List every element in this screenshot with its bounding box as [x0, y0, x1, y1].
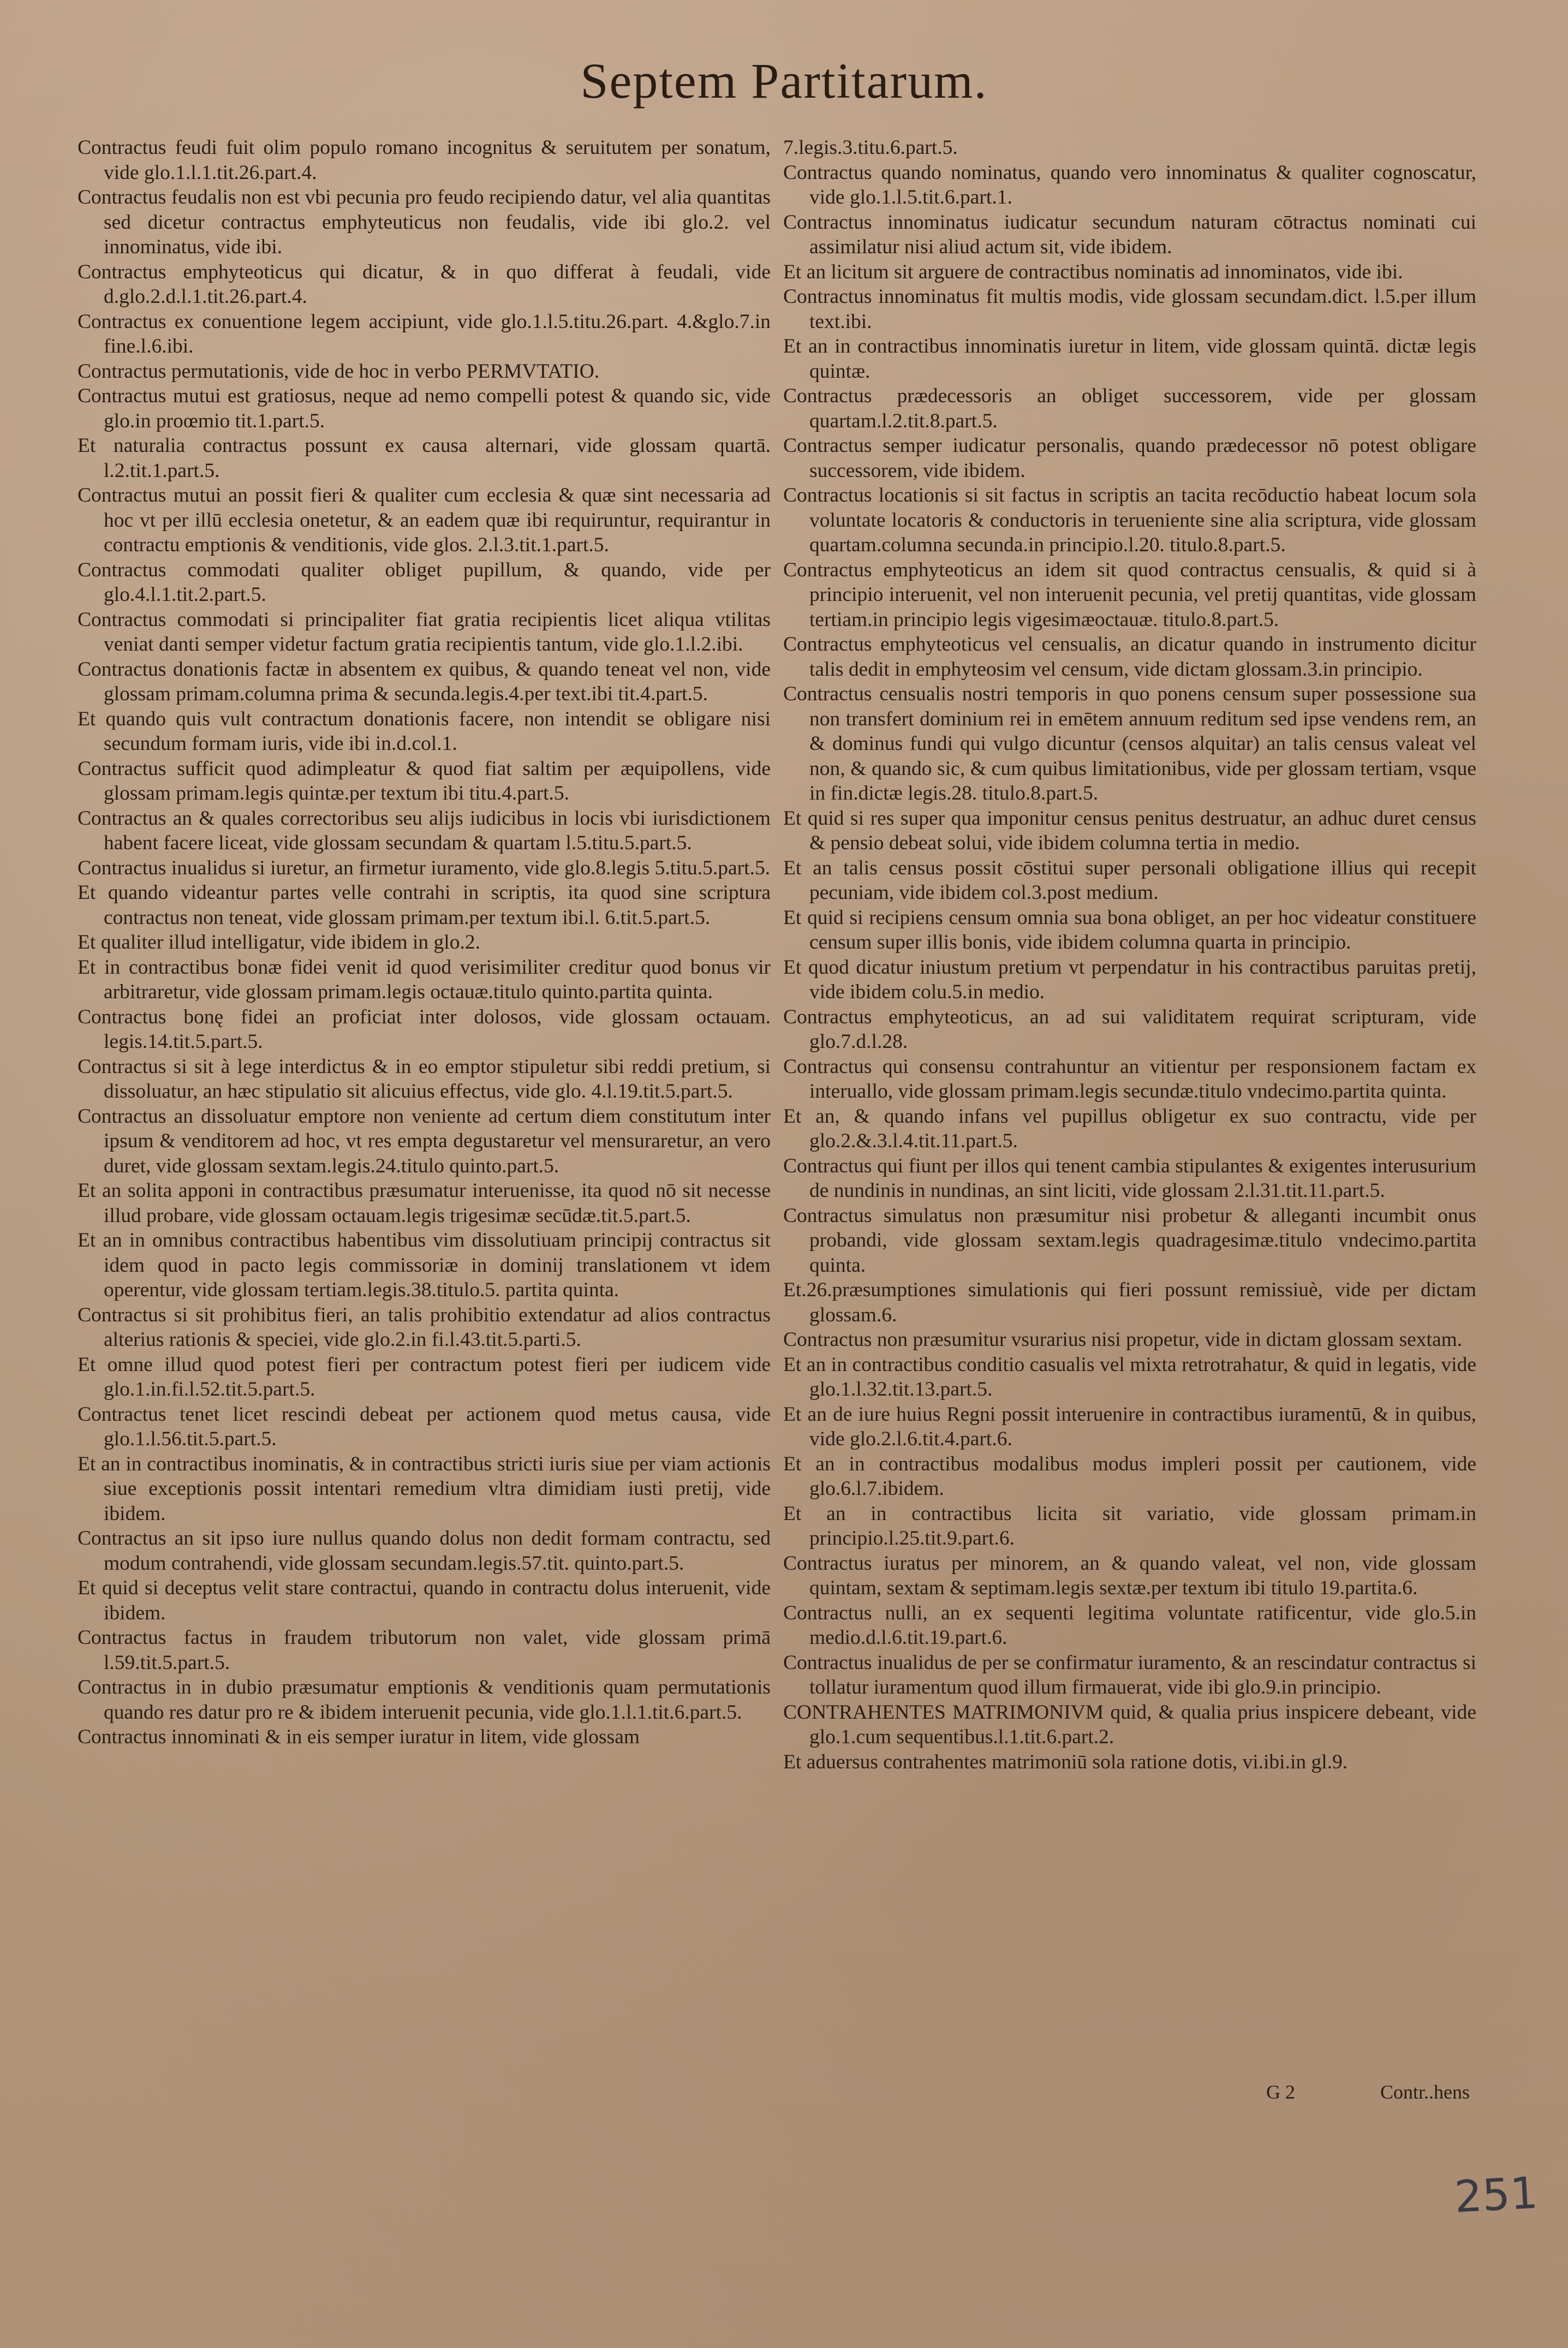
index-entry: Contractus prædecessoris an obliget successorem, vide per glossam quartam.l.2.tit.8.part.5. — [783, 385, 1476, 432]
index-entry: Et aduersus contrahentes matrimoniū sola ratione dotis, vi.ibi.in gl.9. — [783, 1750, 1348, 1773]
index-entry: Contractus simulatus non præsumitur nisi probetur & alleganti incumbit onus probandi, vide glossam sextam.legis quadragesimæ.titulo vndecimo.partita quinta. — [783, 1204, 1476, 1277]
index-entry: Contractus tenet licet rescindi debeat per actionem quod metus causa, vide glo.1.l.56.tit.5.part.5. — [77, 1403, 771, 1450]
index-entry: Et an in contractibus innominatis iuretur in litem, vide glossam quintā. dictæ legis quintæ. — [783, 335, 1476, 383]
index-entry: Et an licitum sit arguere de contractibus nominatis ad innominatos, vide ibi. — [783, 260, 1403, 283]
index-entry: Contractus mutui est gratiosus, neque ad nemo compelli potest & quando sic, vide glo.in proœmio tit.1.part.5. — [77, 385, 771, 432]
index-entry: Contractus qui consensu contrahuntur an vitientur per responsionem factam ex interuallo, vide glossam primam.legis secundæ.titulo vndecimo.partita quinta. — [783, 1055, 1476, 1103]
page-footer — [1266, 2081, 1470, 2103]
index-entry: Contractus emphyteoticus an idem sit quod contractus censualis, & quid si à principio interuenit, vel non interuenit pecunia, vel pretij quantitas, vide glossam tertiam.in principio legis vigesimæoctauæ. titulo.8.part.5. — [783, 558, 1476, 631]
index-entry: Contractus inualidus si iuretur, an firmetur iuramento, vide glo.8.legis 5.titu.5.part.5. — [77, 856, 771, 879]
index-entry: Contractus permutationis, vide de hoc in verbo PERMVTATIO. — [77, 360, 600, 383]
handwritten-page-number: 251 — [1453, 2167, 1540, 2222]
signature-mark: G 2 — [1266, 2081, 1295, 2103]
index-entry: Et an de iure huius Regni possit interuenire in contractibus iuramentū, & in quibus, vide glo.2.l.6.tit.4.part.6. — [783, 1403, 1476, 1450]
index-entry: Et an in contractibus inominatis, & in contractibus stricti iuris siue per viam actionis siue exceptionis possit intentari remedium vltra dimidiam iusti pretij, vide ibidem. — [77, 1452, 771, 1525]
right-column — [783, 135, 1476, 1774]
index-entry: Et an in contractibus modalibus modus impleri possit per cautionem, vide glo.6.l.7.ibidem. — [783, 1452, 1476, 1500]
index-entry: Et an in omnibus contractibus habentibus vim dissolutiuam principij contractus sit idem quod in pacto legis commissoriæ in dominij translationem vt idem operentur, vide glossam tertiam.legis.38.titulo.5. partita quinta. — [77, 1229, 771, 1301]
index-entry: Et qualiter illud intelligatur, vide ibidem in glo.2. — [77, 931, 480, 953]
index-entry: Contractus emphyteoticus vel censualis, an dicatur quando in instrumento dicitur talis dedit in emphyteosim vel censum, vide dictam glossam.3.in principio. — [783, 633, 1476, 681]
index-entry: Contractus innominatus iudicatur secundum naturam cōtractus nominati cui assimilatur nisi aliud actum sit, vide ibidem. — [783, 211, 1476, 258]
index-entry: Contractus qui fiunt per illos qui tenent cambia stipulantes & exigentes interusurium de nundinis in nundinas, an sint liciti, vide glossam 2.l.31.tit.11.part.5. — [783, 1154, 1476, 1202]
index-entry: 7.legis.3.titu.6.part.5. — [783, 136, 958, 159]
index-entry: Et an talis census possit cōstitui super personali obligatione illius qui recepit pecuniam, vide ibidem col.3.post medium. — [783, 856, 1476, 904]
index-entry: Contractus an sit ipso iure nullus quando dolus non dedit formam contractu, sed modum contrahendi, vide glossam secundam.legis.57.tit. quinto.part.5. — [77, 1527, 771, 1575]
index-entry: Contractus non præsumitur vsurarius nisi propetur, vide in dictam glossam sextam. — [783, 1328, 1463, 1351]
index-entry: Contractus an & quales correctoribus seu alijs iudicibus in locis vbi iurisdictionem habent facere liceat, vide glossam secundam & quartam l.5.titu.5.part.5. — [77, 807, 771, 854]
index-entry: Contractus donationis factæ in absentem ex quibus, & quando teneat vel non, vide glossam primam.columna prima & secunda.legis.4.per text.ibi tit.4.part.5. — [77, 658, 771, 705]
index-entry: Et an, & quando infans vel pupillus obligetur ex suo contractu, vide per glo.2.&.3.l.4.tit.11.part.5. — [783, 1105, 1476, 1152]
index-entry: Contractus innominatus fit multis modis, vide glossam secundam.dict. l.5.per illum text.ibi. — [783, 285, 1476, 333]
index-entry: Et omne illud quod potest fieri per contractum potest fieri per iudicem vide glo.1.in.fi.l.52.tit.5.part.5. — [77, 1353, 771, 1401]
index-entry: Et quod dicatur iniustum pretium vt perpendatur in his contractibus paruitas pretij, vide ibidem colu.5.in medio. — [783, 956, 1476, 1003]
index-entry: Et quando videantur partes velle contrahi in scriptis, ita quod sine scriptura contractus non teneat, vide glossam primam.per textum ibi.l. 6.tit.5.part.5. — [77, 881, 771, 929]
catchword: Contr..hens — [1380, 2081, 1470, 2103]
index-entry: Contractus ex conuentione legem accipiunt, vide glo.1.l.5.titu.26.part. 4.&glo.7.in fine.l.6.ibi. — [77, 310, 771, 357]
index-entry: CONTRAHENTES MATRIMONIVM quid, & qualia prius inspicere debeant, vide glo.1.cum sequentibus.l.1.tit.6.part.2. — [783, 1701, 1476, 1748]
index-entry: Et an in contractibus conditio casualis vel mixta retrotrahatur, & quid in legatis, vide glo.1.l.32.tit.13.part.5. — [783, 1353, 1476, 1401]
index-entry: Et quid si deceptus velit stare contractui, quando in contractu dolus interuenit, vide ibidem. — [77, 1577, 771, 1624]
index-entry: Contractus sufficit quod adimpleatur & quod fiat saltim per æquipollens, vide glossam primam.legis quintæ.per textum ibi titu.4.part.5. — [77, 757, 771, 804]
index-entry: Contractus si sit prohibitus fieri, an talis prohibitio extendatur ad alios contractus alterius rationis & speciei, vide glo.2.in fi.l.43.tit.5.parti.5. — [77, 1303, 771, 1351]
index-entry: Contractus feudi fuit olim populo romano incognitus & seruitutem per sonatum, vide glo.1.l.1.tit.26.part.4. — [77, 136, 771, 184]
running-head: Septem Partitarum. — [580, 53, 988, 109]
index-entry: Contractus innominati & in eis semper iuratur in litem, vide glossam — [77, 1726, 640, 1748]
index-entry: Contractus si sit à lege interdictus & in eo emptor stipuletur sibi reddi pretium, si dissoluatur, an hæc stipulatio sit alicuius effectus, vide glo. 4.l.19.tit.5.part.5. — [77, 1055, 771, 1103]
index-entry: Et an solita apponi in contractibus præsumatur interuenisse, ita quod nō sit necesse illud probare, vide glossam octauam.legis trigesimæ secūdæ.tit.5.part.5. — [77, 1179, 771, 1227]
index-entry: Contractus quando nominatus, quando vero innominatus & qualiter cognoscatur, vide glo.1.l.5.tit.6.part.1. — [783, 161, 1476, 208]
index-entry: Contractus nulli, an ex sequenti legitima voluntate ratificentur, vide glo.5.in medio.d.l.6.tit.19.part.6. — [783, 1601, 1476, 1649]
index-entry: Contractus mutui an possit fieri & qualiter cum ecclesia & quæ sint necessaria ad hoc vt per illū ecclesia onetetur, & an eadem quæ ibi requiruntur, requirantur in contractu emptionis & venditionis, vide glos. 2.l.3.tit.1.part.5. — [77, 484, 771, 556]
index-entry: Contractus in in dubio præsumatur emptionis & venditionis quam permutationis quando res datur pro re & ibidem interuenit pecunia, vide glo.1.l.1.tit.6.part.5. — [77, 1676, 771, 1724]
index-entry: Contractus feudalis non est vbi pecunia pro feudo recipiendo datur, vel alia quantitas sed dicetur contractus emphyteuticus non feudalis, vide ibi glo.2. vel innominatus, vide ibi. — [77, 186, 771, 258]
index-entry: Et quando quis vult contractum donationis facere, non intendit se obligare nisi secundum formam iuris, vide ibi in.d.col.1. — [77, 707, 771, 755]
index-entry: Et quid si recipiens censum omnia sua bona obliget, an per hoc videatur constituere censum super illis bonis, vide ibidem columna quarta in principio. — [783, 906, 1476, 953]
index-entry: Contractus semper iudicatur personalis, quando prædecessor nō potest obligare successorem, vide ibidem. — [783, 434, 1476, 482]
index-entry: Et an in contractibus licita sit variatio, vide glossam primam.in principio.l.25.tit.9.part.6. — [783, 1502, 1476, 1550]
index-entry: Et.26.præsumptiones simulationis qui fieri possunt remissiuè, vide per dictam glossam.6. — [783, 1279, 1476, 1326]
index-entry: Contractus iuratus per minorem, an & quando valeat, vel non, vide glossam quintam, sextam & septimam.legis sextæ.per textum ibi titulo 19.partita.6. — [783, 1552, 1476, 1599]
index-entry: Contractus emphyteoticus, an ad sui validitatem requirat scripturam, vide glo.7.d.l.28. — [783, 1005, 1476, 1053]
left-column — [77, 135, 771, 1750]
index-entry: Contractus locationis si sit factus in scriptis an tacita recōductio habeat locum sola voluntate locatoris & conductoris in terueniente sine alia scriptura, vide glossam quartam.columna secunda.in principio.l.20. titulo.8.part.5. — [783, 484, 1476, 556]
index-entry: Et in contractibus bonæ fidei venit id quod verisimiliter creditur quod bonus vir arbitraretur, vide glossam primam.legis octauæ.titulo quinto.partita quinta. — [77, 956, 771, 1003]
index-entry: Contractus emphyteoticus qui dicatur, & in quo differat à feudali, vide d.glo.2.d.l.1.tit.26.part.4. — [77, 260, 771, 308]
index-entry: Et naturalia contractus possunt ex causa alternari, vide glossam quartā. l.2.tit.1.part.5. — [77, 434, 771, 482]
index-entry: Contractus factus in fraudem tributorum non valet, vide glossam primā l.59.tit.5.part.5. — [77, 1626, 771, 1674]
index-entry: Et quid si res super qua imponitur census penitus destruatur, an adhuc duret census & pensio debeat solui, vide ibidem columna tertia in medio. — [783, 807, 1476, 854]
index-entry: Contractus commodati si principaliter fiat gratia recipientis licet aliqua vtilitas veniat danti semper videtur factum gratia recipientis tantum, vide glo.1.l.2.ibi. — [77, 608, 771, 655]
index-entry: Contractus commodati qualiter obliget pupillum, & quando, vide per glo.4.l.1.tit.2.part.5. — [77, 558, 771, 606]
index-entry: Contractus inualidus de per se confirmatur iuramento, & an rescindatur contractus si tollatur iuramentum quod illum firmauerat, vide ibi glo.9.in principio. — [783, 1651, 1476, 1699]
index-entry: Contractus bonę fidei an proficiat inter dolosos, vide glossam octauam. legis.14.tit.5.part.5. — [77, 1005, 771, 1053]
index-entry: Contractus an dissoluatur emptore non veniente ad certum diem constitutum inter ipsum & venditorem ad hoc, vt res empta degustaretur vel mensuraretur, an vero duret, vide glossam sextam.legis.24.titulo quinto.part.5. — [77, 1105, 771, 1177]
index-entry: Contractus censualis nostri temporis in quo ponens censum super possessione sua non transfert dominium rei in emētem annuum reditum sed ipse vendens rem, an & dominus fundi qui vulgo dicuntur (censos alquitar) an talis census valeat vel non, & quando sic, & cum quibus limitationibus, vide per glossam tertiam, vsque in fin.dictæ legis.28. titulo.8.part.5. — [783, 683, 1476, 804]
